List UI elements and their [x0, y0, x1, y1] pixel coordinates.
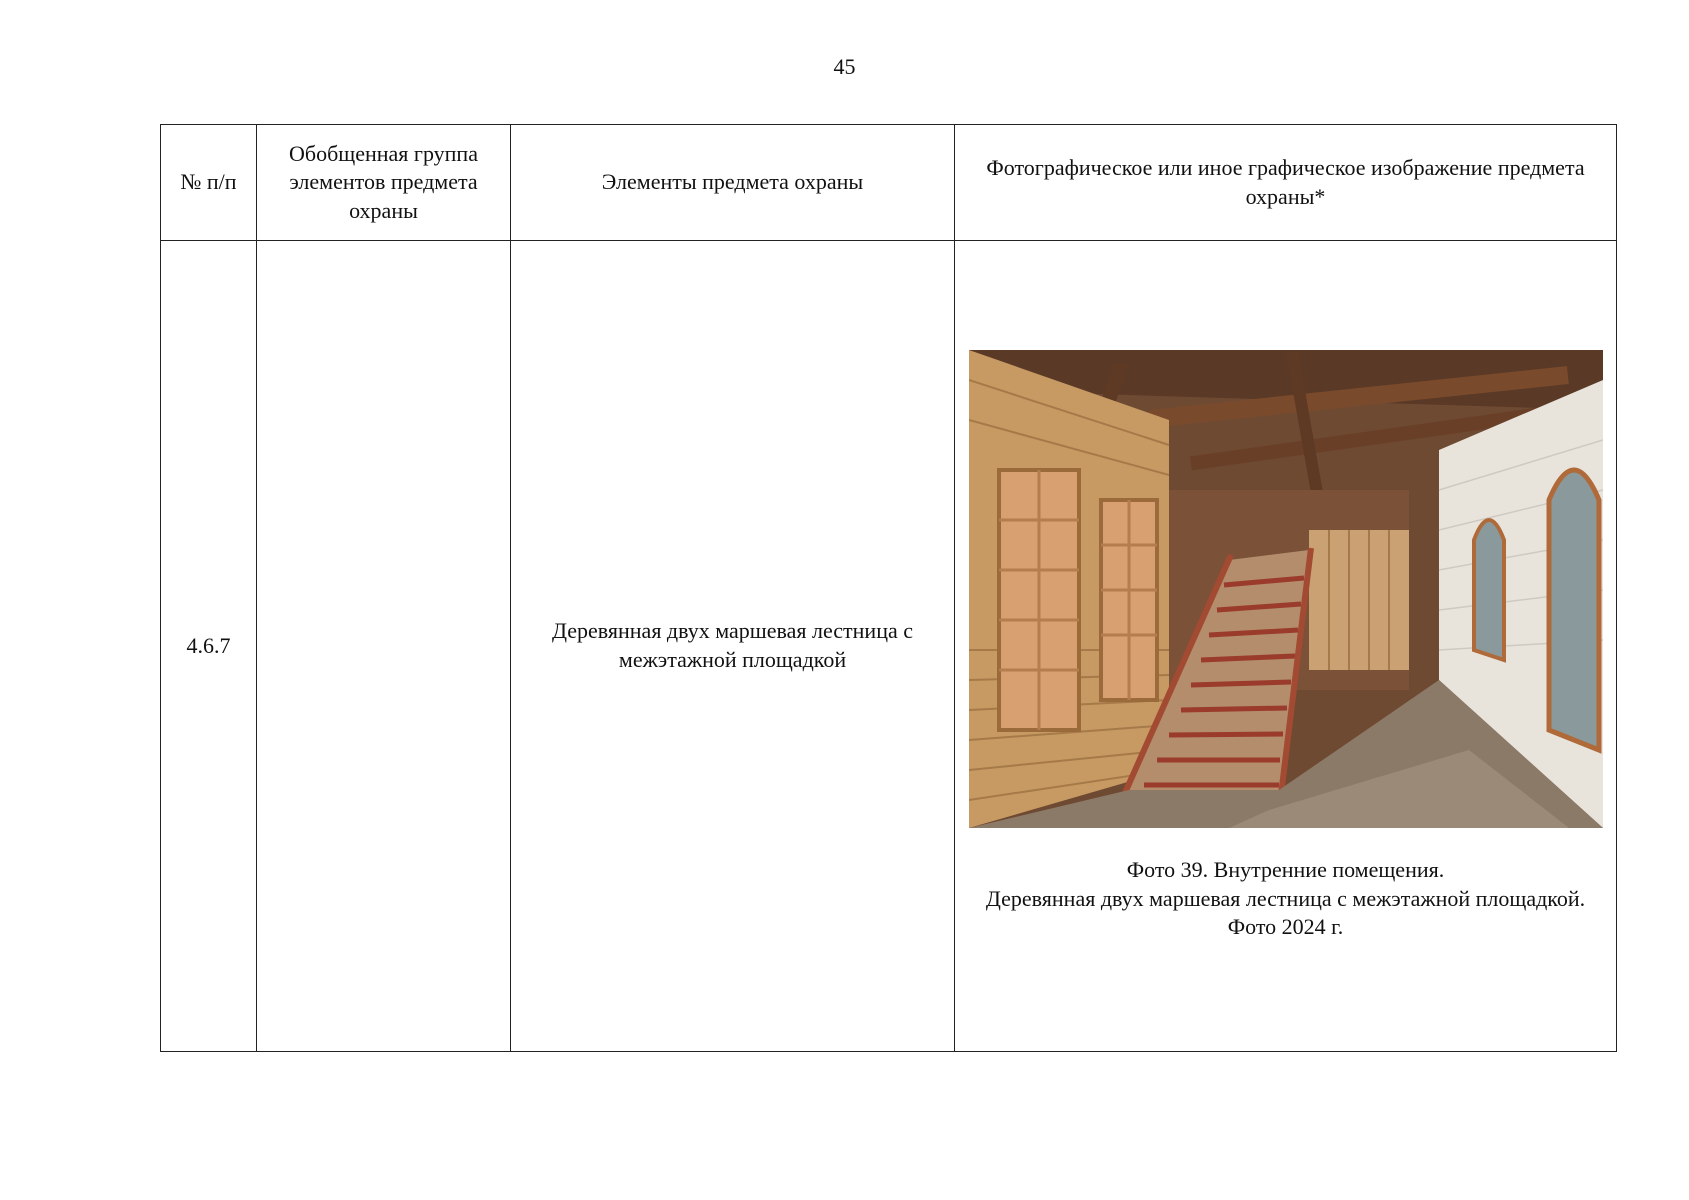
caption-line-1: Фото 39. Внутренние помещения. — [1126, 857, 1445, 883]
row-image-cell — [955, 241, 1617, 1052]
header-group: Обобщенная группа элементов предмета охраны — [257, 125, 511, 241]
window-left — [999, 470, 1079, 730]
page-number: 45 — [833, 54, 856, 79]
row-element: Деревянная двух маршевая лестница с межэтажной площадкой — [511, 241, 955, 1052]
staircase-photo — [969, 350, 1603, 828]
caption-line-2: Деревянная двух маршевая лестница с межэтажной площадкой. — [985, 885, 1586, 911]
header-elements: Элементы предмета охраны — [511, 125, 955, 241]
window-right — [1101, 500, 1157, 700]
header-image: Фотографическое или иное графическое изображение предмета охраны* — [955, 125, 1617, 241]
table-header-row — [161, 125, 1617, 241]
caption-line-3: Фото 2024 г. — [1227, 914, 1344, 940]
header-number: № п/п — [161, 125, 257, 241]
table-row — [161, 241, 1617, 1052]
protection-table — [160, 124, 1617, 1052]
row-group — [257, 241, 511, 1052]
photo-caption — [965, 856, 1606, 942]
row-number: 4.6.7 — [161, 241, 257, 1052]
